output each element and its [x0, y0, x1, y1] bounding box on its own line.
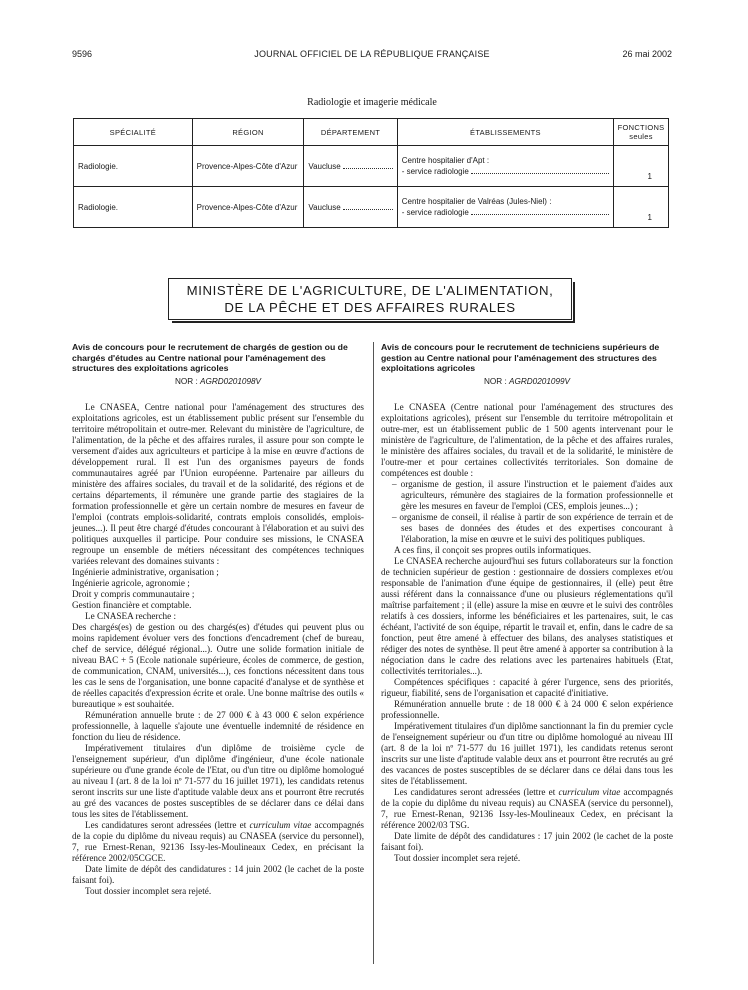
cell-fonctions [614, 187, 669, 228]
paragraph: Date limite de dépôt des candidatures : 14 juin 2002 (le cachet de la poste faisant foi). [72, 863, 364, 885]
paragraph: Impérativement titulaires d'un diplôme de troisième cycle de l'enseignement supérieur, d'un diplôme d'ingénieur, d'une école nationale supérieure ou d'une grande école de l'Etat, ou d'un titre ou diplôme homologué au niveau I (art. 8 de la loi nº 71-577 du 16 juillet 1971), les candidats retenus seront inscrits sur une liste d'aptitude valable deux ans et pourront être recrutés au gré des vacances de postes susceptibles de se déclarer dans ce délai dans tous les sites de l'établissement. [72, 742, 364, 819]
page-header [72, 49, 672, 61]
table-row [74, 187, 669, 228]
table-row [74, 146, 669, 187]
paragraph: Le CNASEA recherche aujourd'hui ses futurs collaborateurs sur la fonction de technicien supérieur de gestion : gestionnaire de dossiers complexes et/ou responsable de l'animation d'une équipe de gestionnaires, il (elle) peut être aussi référent dans la connaissance d'une ou plusieurs réglementations qu'il maîtrise parfaitement ; il (elle) assure la mise en œuvre et le suivi des contrôles relatifs à ces dossiers, informe les bénéficiaires et les partenaires, suit, le cas échéant, l'activité de son équipe, répartit le travail et, enfin, dans le cadre de sa fonction, peut être amené à effectuer des bilans, des analyses statistiques et rédiger des notes de synthèse. Il peut être amené à apporter sa contribution à la négociation dans le cadre des relations avec les partenaires habituels (Etat, collectivités territoriales...). [381, 555, 673, 676]
paragraph: Compétences spécifiques : capacité à gérer l'urgence, sens des priorités, rigueur, fiabilité, sens de l'organisation et capacité d'initiative. [381, 676, 673, 698]
header-departement: DÉPARTEMENT [304, 119, 397, 146]
nor-code: AGRD0201099V [509, 376, 571, 386]
right-column-notice [381, 342, 673, 864]
domain-item: Droit y compris communautaire ; [72, 588, 195, 599]
text-run: accompagnés de la copie du diplôme du niveau requis) au CNASEA (service du personnel), 7, rue Ernest-Renan, 92136 Issy-les-Moulineaux Cedex, en précisant la référence 2002/03 TSG. [381, 786, 673, 830]
paragraph [381, 787, 673, 831]
paragraph: Rémunération annuelle brute : de 18 000 € à 24 000 € selon expérience professionnelle. [381, 698, 673, 720]
cell-etablissement [397, 187, 613, 228]
list-item: – organisme de conseil, il réalise à partir de son expérience de terrain et de ses bases de données des études et des expertises concourant à l'élaboration, la mise en œuvre et le suivi des politiques publiques. [381, 512, 673, 545]
text-run-italic: curriculum vitae [249, 819, 312, 830]
dot-leader [471, 207, 609, 215]
cell-specialite: Radiologie. [74, 187, 193, 228]
header-specialite: SPÉCIALITÉ [74, 119, 193, 146]
left-notice-title: Avis de concours pour le recrutement de chargés de gestion ou de chargés d'études au Centre national pour l'aménagement des structures des exploitations agricoles [72, 342, 348, 373]
paragraph: Rémunération annuelle brute : de 27 000 € à 43 000 € selon expérience professionnelle, à laquelle s'ajoute une éventuelle indemnité de résidence en fonction du lieu de résidence. [72, 709, 364, 742]
cell-fonctions-value: 1 [647, 213, 652, 222]
text-run: accompagnés de la copie du diplôme du niveau requis) au CNASEA (service du personnel), 7, rue Ernest-Renan, 92136 Issy-les-Moulineaux Cedex, en précisant la référence 2002/05CGCE. [72, 819, 364, 863]
cell-etab-line2: - service radiologie [401, 208, 469, 217]
paragraph: Date limite de dépôt des candidatures : 17 juin 2002 (le cachet de la poste faisant foi). [381, 830, 673, 852]
cell-region-text: Provence-Alpes-Côte d'Azur [196, 161, 298, 171]
paragraph: Le CNASEA recherche : [85, 610, 177, 621]
header-fonctions [614, 119, 669, 146]
table-caption: Radiologie et imagerie médicale [307, 97, 437, 108]
cell-fonctions-value: 1 [647, 172, 652, 181]
header-etablissements: ÉTABLISSEMENTS [397, 119, 613, 146]
paragraph: Le CNASEA (Centre national pour l'aménagement des structures des exploitations agricoles), présent sur l'ensemble du territoire métropolitain et outre-mer, est un établissement public de 1 500 agents intervenant pour le ministère de l'agriculture, de l'alimentation, de la pêche et des affaires rurales, le ministère des affaires sociales, du travail et de la solidarité, le ministère de l'outre-mer et pour certaines collectivités territoriales. Son domaine de compétences est double : [381, 401, 673, 478]
publication-date: 26 mai 2002 [622, 49, 672, 59]
cell-region [192, 146, 304, 187]
header-region: RÉGION [192, 119, 304, 146]
header-fonctions-line2: seules [629, 132, 653, 141]
left-nor-reference [72, 376, 364, 387]
cell-specialite: Radiologie. [74, 146, 193, 187]
right-notice-title: Avis de concours pour le recrutement de techniciens supérieurs de gestion au Centre national pour l'aménagement des structures des exploitations agricoles [381, 342, 660, 373]
paragraph: A ces fins, il conçoit ses propres outils informatiques. [394, 544, 591, 555]
cell-departement [304, 146, 397, 187]
paragraph: Impérativement titulaires d'un diplôme sanctionnant la fin du premier cycle de l'enseignement supérieur ou d'un titre ou diplôme homologué au niveau III (art. 8 de la loi nº 71-577 du 16 juillet 1971), les candidats retenus seront inscrits sur une liste d'aptitude valable deux ans et pourront être recrutés au gré des vacances de postes susceptibles de se déclarer dans ce délai dans tous les sites de l'établissement. [381, 720, 673, 786]
positions-table [73, 118, 669, 228]
cell-departement-text: Vaucluse [308, 161, 341, 171]
text-run-italic: curriculum vitae [558, 786, 621, 797]
cell-etab-line1: Centre hospitalier d'Apt : [401, 156, 490, 165]
paragraph: Tout dossier incomplet sera rejeté. [394, 852, 521, 863]
list-item: – organisme de gestion, il assure l'instruction et le paiement d'aides aux agriculteurs, rémunère des stagiaires de la formation professionnelle et gère les mesures en faveur de l'emploi (CES, emplois jeunes...) ; [381, 479, 673, 512]
cell-region-text: Provence-Alpes-Côte d'Azur [196, 202, 298, 212]
left-column-notice [72, 342, 364, 897]
ministry-line1: MINISTÈRE DE L'AGRICULTURE, DE L'ALIMENTATION, [186, 283, 554, 298]
cell-fonctions [614, 146, 669, 187]
cell-etab-line2: - service radiologie [401, 167, 469, 176]
paragraph [72, 820, 364, 864]
nor-code: AGRD0201098V [200, 376, 262, 386]
competence-list [381, 479, 673, 545]
ministry-heading [168, 278, 572, 320]
cell-etablissement [397, 146, 613, 187]
cell-region [192, 187, 304, 228]
paragraph: Des chargés(es) de gestion ou des chargés(es) d'études qui peuvent plus ou moins rapidement évoluer vers des fonctions d'encadrement (chef de bureau, chef de service, délégué régional...). Outre une solide formation initiale de niveau BAC + 5 (Ecole nationale supérieure, écoles de commerce, de gestion, de communication, CNAM, universités...), ces fonctions nécessitent dans tous les cas le sens de l'organisation, une bonne capacité d'analyse et de synthèse et de réelles capacités d'expression écrite et orale. Une bonne maîtrise des outils « bureautique » est souhaitée. [72, 621, 364, 709]
dot-leader [471, 166, 609, 174]
table-header-row [74, 119, 669, 146]
journal-title: JOURNAL OFFICIEL DE LA RÉPUBLIQUE FRANÇAISE [254, 49, 490, 59]
nor-label: NOR : [483, 376, 507, 386]
dot-leader [343, 202, 393, 210]
cell-departement [304, 187, 397, 228]
dot-leader [343, 161, 393, 169]
paragraph: Tout dossier incomplet sera rejeté. [85, 885, 212, 896]
text-run: Les candidatures seront adressées (lettre et [85, 819, 250, 830]
domain-item: Ingénierie agricole, agronomie ; [72, 577, 190, 588]
right-nor-reference [381, 376, 673, 387]
domain-item: Gestion financière et comptable. [72, 599, 192, 610]
nor-label: NOR : [174, 376, 198, 386]
text-run: Les candidatures seront adressées (lettre et [394, 786, 559, 797]
page-number: 9596 [72, 49, 93, 59]
domain-item: Ingénierie administrative, organisation ; [72, 566, 219, 577]
paragraph: Le CNASEA, Centre national pour l'aménagement des structures des exploitations agricoles, est un établissement public présent sur l'ensemble du territoire métropolitain et outre-mer. Relevant du ministère de l'agriculture, de l'alimentation, de la pêche et des affaires rurales, il assure pour son compte le versement d'aides aux agriculteurs et participe à la mise en œuvre d'actions de développement rural. Il est l'un des organismes payeurs de fonds communautaires agréé par l'Union européenne. Partenaire par ailleurs du ministère des affaires sociales, du travail et de la solidarité, des régions et de certains départements, il rémunère une grande partie des stagiaires de la formation professionnelle et gère un certain nombre de mesures en faveur de l'emploi (contrats emplois-solidarité, contrats emplois consolidés, emplois-jeunes...). Il peut être chargé d'études concourant à l'élaboration et au suivi des politiques auxquelles il participe. Pour conduire ses missions, le CNASEA regroupe un ensemble de métiers nécessitant des compétences techniques variées relevant des domaines suivants : [72, 401, 364, 566]
ministry-line2: DE LA PÊCHE ET DES AFFAIRES RURALES [224, 300, 516, 315]
cell-departement-text: Vaucluse [308, 202, 341, 212]
column-divider [373, 342, 374, 964]
header-fonctions-line1: FONCTIONS [617, 123, 665, 132]
cell-etab-line1: Centre hospitalier de Valréas (Jules-Niel) : [401, 197, 552, 206]
